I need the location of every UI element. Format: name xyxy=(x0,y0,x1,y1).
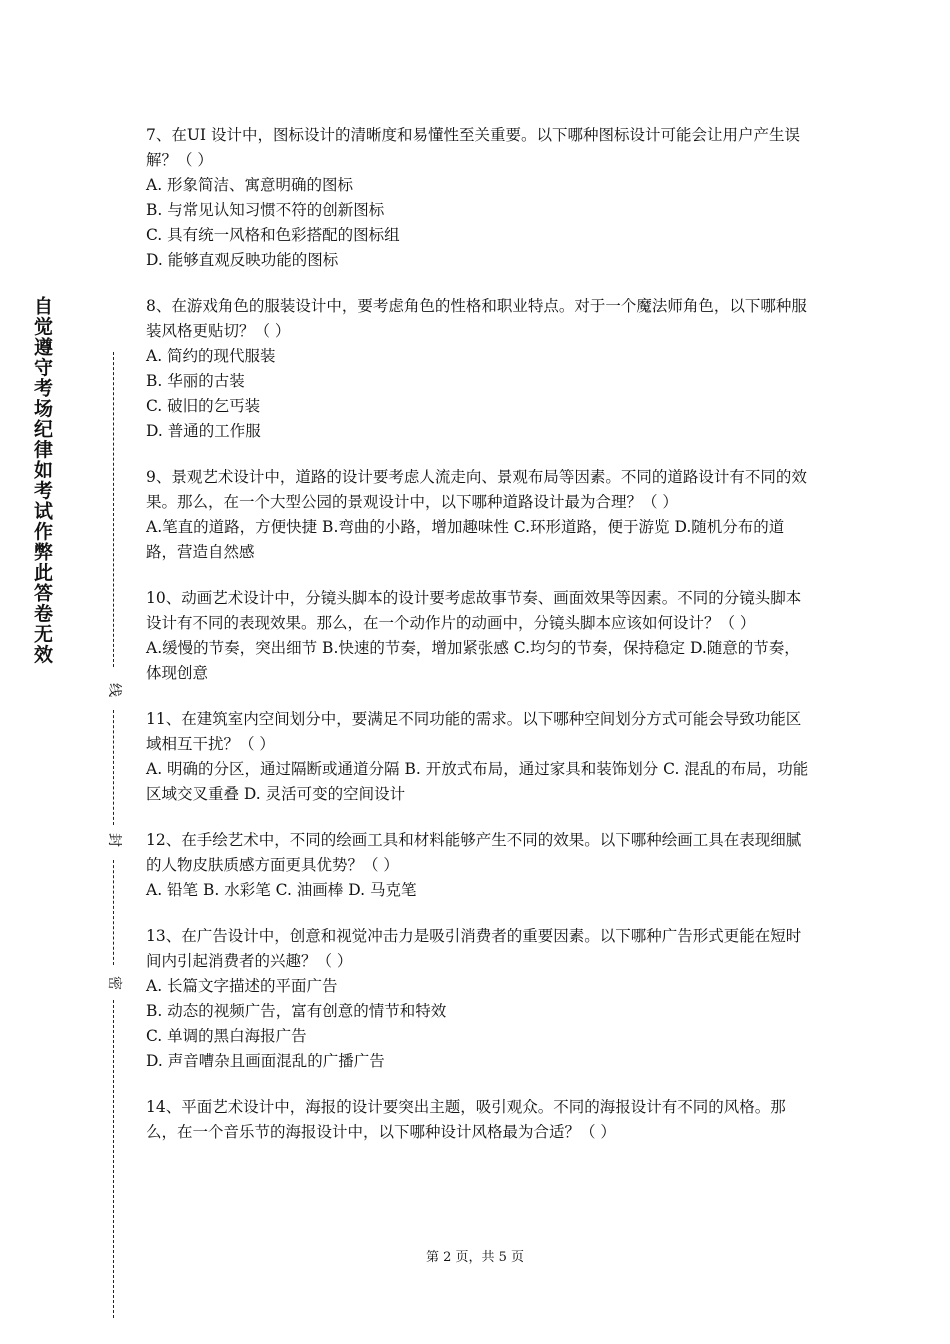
option-d: D. 声音嘈杂且画面混乱的广播广告 xyxy=(146,1052,385,1070)
cut-line-mid xyxy=(113,710,114,825)
cut-line-lower xyxy=(113,860,114,965)
option-b: B. 华丽的古装 xyxy=(146,372,245,390)
option-c: C. 破旧的乞丐装 xyxy=(146,397,261,415)
question-stem: 7、在UI 设计中，图标设计的清晰度和易懂性至关重要。以下哪种图标设计可能会让用户产生误解？（ ） xyxy=(146,126,800,169)
question-stem: 8、在游戏角色的服装设计中，要考虑角色的性格和职业特点。对于一个魔法师角色，以下哪种服装风格更贴切？（ ） xyxy=(146,297,807,340)
options-inline: A. 明确的分区，通过隔断或通道分隔 B. 开放式布局，通过家具和装饰划分 C. 混乱的布局，功能区域交叉重叠 D. 灵活可变的空间设计 xyxy=(146,760,809,803)
options-inline: A.笔直的道路，方便快捷 B.弯曲的小路，增加趣味性 C.环形道路，便于游览 D.随机分布的道路，营造自然感 xyxy=(146,518,785,561)
cut-label-feng: 封 xyxy=(104,830,124,850)
question-stem: 11、在建筑室内空间划分中，要满足不同功能的需求。以下哪种空间划分方式可能会导致功能区域相互干扰？（ ） xyxy=(146,710,802,753)
question-9 xyxy=(146,465,810,565)
options-inline: A.缓慢的节奏，突出细节 B.快速的节奏，增加紧张感 C.均匀的节奏，保持稳定 D.随意的节奏，体现创意 xyxy=(146,639,800,682)
question-stem: 12、在手绘艺术中，不同的绘画工具和材料能够产生不同的效果。以下哪种绘画工具在表现细腻的人物皮肤质感方面更具优势？（ ） xyxy=(146,831,802,874)
option-a: A. 形象简洁、寓意明确的图标 xyxy=(146,176,354,194)
option-c: C. 具有统一风格和色彩搭配的图标组 xyxy=(146,226,400,244)
question-list xyxy=(146,123,810,1166)
option-d: D. 能够直观反映功能的图标 xyxy=(146,251,339,269)
question-stem: 9、景观艺术设计中，道路的设计要考虑人流走向、景观布局等因素。不同的道路设计有不同的效果。那么，在一个大型公园的景观设计中，以下哪种道路设计最为合理？（ ） xyxy=(146,468,807,511)
option-b: B. 与常见认知习惯不符的创新图标 xyxy=(146,201,385,219)
option-b: B. 动态的视频广告，富有创意的情节和特效 xyxy=(146,1002,447,1020)
question-10 xyxy=(146,586,810,686)
question-8 xyxy=(146,294,810,444)
cut-label-xian: 线 xyxy=(104,680,124,700)
question-12 xyxy=(146,828,810,903)
question-13 xyxy=(146,924,810,1074)
option-a: A. 长篇文字描述的平面广告 xyxy=(146,977,338,995)
cut-line-top xyxy=(113,352,114,667)
cut-label-mi: 密 xyxy=(104,973,124,993)
question-14 xyxy=(146,1095,810,1145)
option-a: A. 简约的现代服装 xyxy=(146,347,276,365)
question-7 xyxy=(146,123,810,273)
option-c: C. 单调的黑白海报广告 xyxy=(146,1027,307,1045)
cut-line-bottom xyxy=(113,1000,114,1318)
page-footer: 第 2 页，共 5 页 xyxy=(425,1250,525,1265)
question-stem: 14、平面艺术设计中，海报的设计要突出主题，吸引观众。不同的海报设计有不同的风格。那么，在一个音乐节的海报设计中，以下哪种设计风格最为合适？（ ） xyxy=(146,1098,786,1141)
options-inline: A. 铅笔 B. 水彩笔 C. 油画棒 D. 马克笔 xyxy=(146,881,417,899)
question-stem: 10、动画艺术设计中，分镜头脚本的设计要考虑故事节奏、画面效果等因素。不同的分镜头脚本设计有不同的表现效果。那么，在一个动作片的动画中，分镜头脚本应该如何设计？（ ） xyxy=(146,589,802,632)
side-notice: 自觉遵守考场纪律如考试作弊此答卷无效 xyxy=(31,296,53,665)
question-stem: 13、在广告设计中，创意和视觉冲击力是吸引消费者的重要因素。以下哪种广告形式更能在短时间内引起消费者的兴趣？（ ） xyxy=(146,927,802,970)
option-d: D. 普通的工作服 xyxy=(146,422,261,440)
question-11 xyxy=(146,707,810,807)
